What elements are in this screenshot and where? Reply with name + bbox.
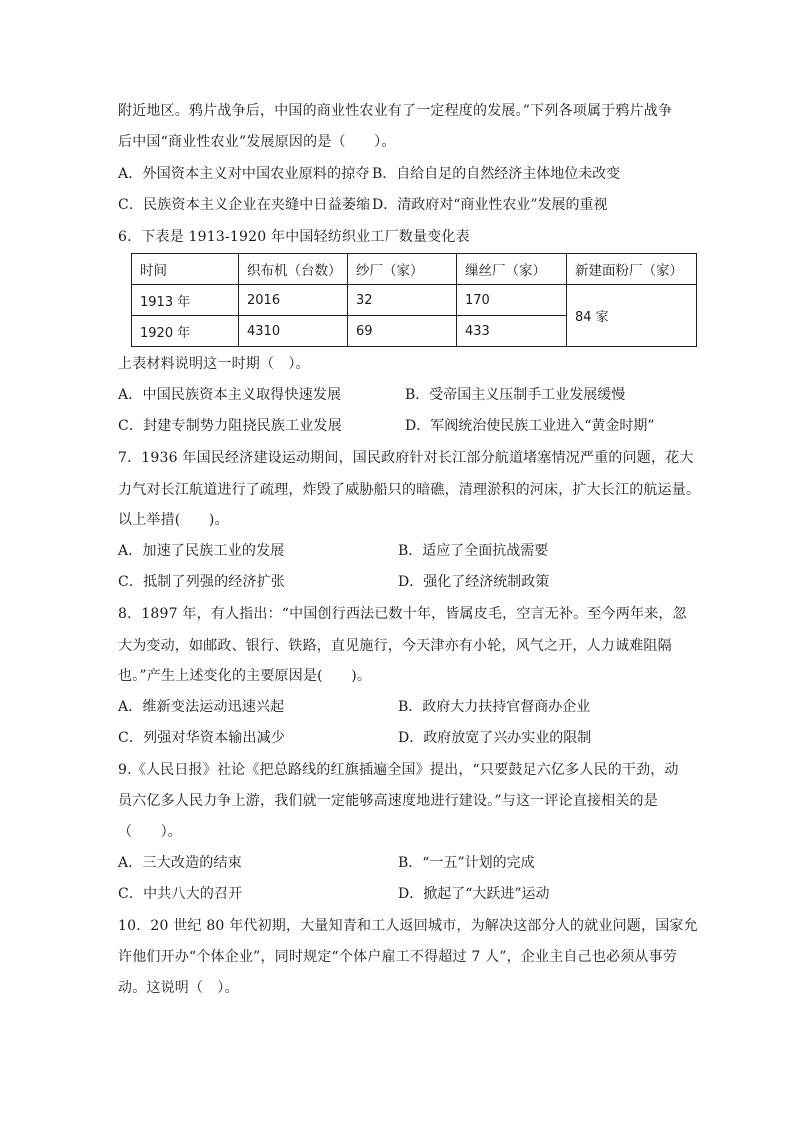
table-cell: 69 [348,316,457,347]
table-cell: 32 [348,285,457,316]
q6-stem: 6．下表是 1913-1920 年中国轻纺织业工厂数量变化表 [118,229,470,245]
q9-option-d: D．掀起了“大跃进”运动 [398,886,550,902]
q7-option-d: D．强化了经济统制政策 [398,574,550,590]
table-header-cell: 织布机（台数） [239,254,348,285]
intro-line-2: 后中国“商业性农业”发展原因的是（ ）。 [118,134,396,150]
q5-option-a: A．外国资本主义对中国农业原料的掠夺 [118,166,370,182]
table-cell: 170 [457,285,567,316]
table-cell: 433 [457,316,567,347]
table-header-cell: 时间 [132,254,239,285]
q10-line-1: 10．20 世纪 80 年代初期，大量知青和工人返回城市，为解决这部分人的就业问题，国家允 [118,918,698,934]
factory-count-table [131,253,697,347]
table-cell: 1913 年 [132,285,239,316]
q5-option-c: C．民族资本主义企业在夹缝中日益萎缩 [118,197,371,213]
q8-line-1: 8．1897 年，有人指出：“中国创行西法已数十年，皆属皮毛，空言无补。至今两年来，忽 [118,606,687,622]
table-cell: 2016 [239,285,348,316]
q9-line-2: 员六亿多人民力争上游，我们就一定能够高速度地进行建设。”与这一评论直接相关的是 [118,793,658,809]
table-merged-cell: 84 家 [567,285,697,347]
q7-line-1: 7．1936 年国民经济建设运动期间，国民政府针对长江部分航道堵塞情况严重的问题，花大 [118,450,694,466]
q8-line-2: 大为变动，如邮政、银行、铁路，直见施行，今天津亦有小轮，风气之开，人力诚难阻隔 [118,638,672,654]
q9-option-a: A．三大改造的结束 [118,855,242,871]
q9-option-b: B．“一五”计划的完成 [398,855,535,871]
q9-line-3: （ ）。 [118,824,182,840]
table-row [132,285,697,316]
q7-line-3: 以上举措( )。 [118,512,229,528]
q8-option-d: D．政府放宽了兴办实业的限制 [398,730,592,746]
q8-option-a: A．维新变法运动迅速兴起 [118,699,285,715]
table-header-cell: 新建面粉厂（家） [567,254,697,285]
q8-option-b: B．政府大力扶持官督商办企业 [398,699,591,715]
table-cell: 1920 年 [132,316,239,347]
q5-option-d: D．清政府对“商业性农业”发展的重视 [372,197,608,213]
q7-option-c: C．抵制了列强的经济扩张 [118,574,286,590]
table-header-cell: 纱厂（家） [348,254,457,285]
q6-question: 上表材料说明这一时期（ ）。 [118,356,310,372]
q10-line-3: 动。这说明（ ）。 [118,980,239,996]
q10-line-2: 许他们开办“个体企业”，同时规定“个体户雇工不得超过 7 人”，企业主自己也必须从事劳 [118,949,678,965]
table-header-cell: 缫丝厂（家） [457,254,567,285]
q7-option-b: B．适应了全面抗战需要 [398,543,549,559]
q7-option-a: A．加速了民族工业的发展 [118,543,285,559]
q8-line-3: 也。”产生上述变化的主要原因是( )。 [118,668,372,684]
intro-line-1: 附近地区。鸦片战争后，中国的商业性农业有了一定程度的发展。”下列各项属于鸦片战争 [118,103,673,119]
q5-option-b: B．自给自足的自然经济主体地位未改变 [372,166,621,182]
q6-option-a: A．中国民族资本主义取得快速发展 [118,387,342,403]
table-cell: 4310 [239,316,348,347]
q9-option-c: C．中共八大的召开 [118,886,243,902]
q8-option-c: C．列强对华资本输出减少 [118,730,286,746]
q9-line-1: 9.《人民日报》社论《把总路线的红旗插遍全国》提出，“只要鼓足六亿多人民的干劲，动 [118,762,679,778]
q6-option-c: C．封建专制势力阻挠民族工业发展 [118,418,342,434]
q6-option-d: D．军阀统治使民族工业进入“黄金时期” [405,418,655,434]
q6-option-b: B．受帝国主义压制手工业发展缓慢 [405,387,626,403]
table-header-row [132,254,697,285]
q7-line-2: 力气对长江航道进行了疏理，炸毁了威胁船只的暗礁，清理淤积的河床，扩大长江的航运量。 [118,482,701,498]
